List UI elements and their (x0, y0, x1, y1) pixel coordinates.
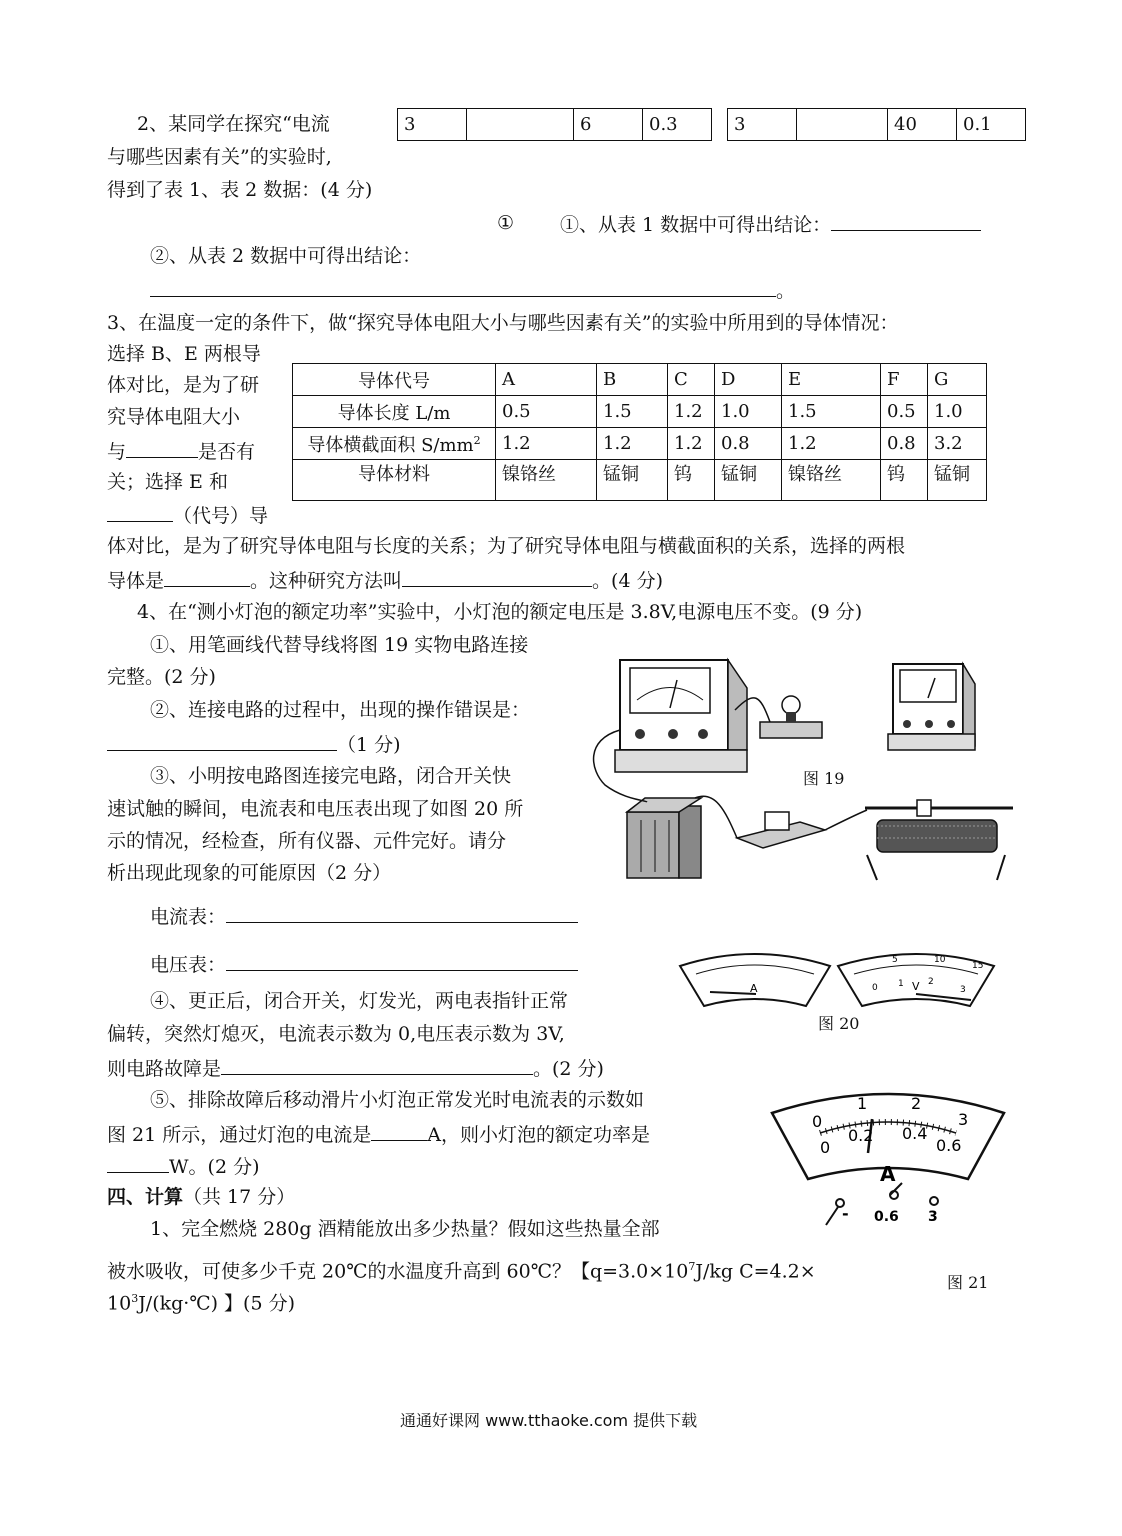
text: 电流表： (150, 906, 227, 928)
cell: 1.2 (668, 428, 715, 460)
period: 。 (776, 280, 796, 302)
table1-cell: 3 (398, 109, 467, 141)
cell: 0.5 (496, 396, 597, 428)
answer-blank[interactable] (221, 1056, 533, 1075)
table2-cell (797, 109, 888, 141)
q4-p3c: 示的情况，经检查，所有仪器、元件完好。请分 (107, 830, 507, 852)
voltmeter-dial (838, 954, 994, 1006)
ammeter-unit: A (750, 982, 758, 995)
calc-q1-line3 (107, 1288, 295, 1314)
answer-blank[interactable] (164, 568, 250, 587)
text: 图 21 所示，通过灯泡的电流是 (107, 1124, 372, 1146)
table-row (293, 364, 987, 396)
superscript: 7 (688, 1260, 696, 1273)
answer-blank[interactable] (371, 1122, 427, 1141)
voltmeter-unit: V (912, 980, 920, 993)
answer-blank[interactable] (107, 732, 337, 751)
cell: 1.2 (597, 428, 668, 460)
unit-label: A (880, 1162, 896, 1186)
scale-label: 0.2 (848, 1126, 874, 1145)
cell: 1.2 (668, 396, 715, 428)
header-cell: C (668, 364, 715, 396)
header-cell: D (715, 364, 782, 396)
scale-label: 3 (958, 1110, 969, 1129)
row-label (293, 428, 496, 460)
table-row (293, 396, 987, 428)
cell: 1.5 (597, 396, 668, 428)
text: W。(2 分) (169, 1156, 260, 1178)
answer-blank[interactable] (107, 1154, 169, 1173)
table-1 (397, 108, 712, 141)
ammeter-dial (680, 954, 830, 1006)
wire (825, 810, 867, 830)
scale-label: 0.4 (902, 1124, 928, 1143)
figure-20-meters (676, 948, 1006, 1008)
footer-text: 通通好课网 www.tthaoke.com 提供下载 (400, 1411, 698, 1430)
table-row (293, 428, 987, 460)
cell: 0.8 (715, 428, 782, 460)
cell: 0.8 (881, 428, 928, 460)
header-cell: 导体代号 (293, 364, 496, 396)
section-4-heading (107, 1186, 295, 1208)
answer-blank[interactable] (107, 503, 173, 522)
row-label: 导体材料 (293, 460, 496, 501)
q3-side6 (107, 503, 268, 527)
scale-label: 0.6 (936, 1136, 962, 1155)
table1-cell (467, 109, 574, 141)
calc-q1-line2 (107, 1256, 816, 1282)
text: J/(kg·℃) 】(5 分) (138, 1292, 295, 1315)
scale-label: 0 (812, 1112, 823, 1131)
table-row (293, 460, 987, 501)
answer-blank[interactable] (150, 278, 776, 297)
volt-bottom-tick: 3 (960, 985, 966, 995)
figure-19-caption: 图 19 (803, 769, 845, 788)
cell: 1.2 (782, 428, 881, 460)
answer-blank[interactable] (831, 212, 981, 231)
scale-label: 2 (911, 1094, 922, 1113)
q3-side5: 关；选择 E 和 (107, 471, 228, 493)
q4-p1a: ①、用笔画线代替导线将图 19 实物电路连接 (150, 634, 529, 656)
terminal-label: - (842, 1204, 849, 1223)
q4-p1b: 完整。(2 分) (107, 666, 216, 688)
cell: 1.5 (782, 396, 881, 428)
table1-cell: 0.3 (643, 109, 712, 141)
table2-cell: 3 (728, 109, 797, 141)
figure-21-caption: 图 21 (947, 1273, 989, 1292)
header-cell: B (597, 364, 668, 396)
ammeter-answer (150, 904, 578, 928)
q3-line8 (107, 568, 663, 592)
text: 与 (107, 441, 127, 463)
header-cell: F (881, 364, 928, 396)
scale-label: 0 (820, 1138, 831, 1157)
text: （代号）导 (173, 505, 269, 527)
answer-blank[interactable] (126, 439, 198, 458)
volt-top-tick: 15 (972, 961, 984, 971)
volt-bottom-tick: 1 (898, 979, 904, 989)
text: J/kg C=4.2× (695, 1260, 816, 1283)
cell: 0.5 (881, 396, 928, 428)
table-2 (727, 108, 1026, 141)
q4-p5a: ⑤、排除故障后移动滑片小灯泡正常发光时电流表的示数如 (150, 1089, 645, 1111)
q3-side3: 究导体电阻大小 (107, 406, 241, 428)
text: 导体是 (107, 570, 165, 592)
cell: 镍铬丝 (782, 460, 881, 501)
battery-icon (627, 798, 701, 878)
q2-conclusion2-line (150, 278, 795, 302)
cell: 锰铜 (597, 460, 668, 501)
text: 10 (107, 1292, 132, 1315)
light-bulb-icon (760, 696, 822, 738)
voltmeter-device (888, 664, 975, 750)
q4-p3a: ③、小明按电路图连接完电路，闭合开关快 (150, 765, 512, 787)
scale-label: 1 (857, 1094, 868, 1113)
q4-intro: 4、在“测小灯泡的额定功率”实验中，小灯泡的额定电压是 3.8V,电源电压不变。(9 分) (137, 601, 863, 623)
ammeter-device (615, 660, 747, 772)
header-cell: A (496, 364, 597, 396)
q4-p2b (107, 732, 401, 756)
conductor-table (292, 363, 987, 501)
table2-cell: 0.1 (957, 109, 1026, 141)
row-label: 导体长度 L/m (293, 396, 496, 428)
volt-bottom-tick: 2 (928, 977, 934, 987)
q3-side2: 体对比，是为了研 (107, 374, 260, 396)
q2-line3: 得到了表 1、表 2 数据：(4 分) (107, 179, 373, 201)
cell: 锰铜 (928, 460, 987, 501)
text: 电压表： (150, 954, 227, 976)
text: 。这种研究方法叫 (250, 570, 403, 592)
cell: 1.0 (715, 396, 782, 428)
q4-p2a: ②、连接电路的过程中，出现的操作错误是： (150, 699, 531, 721)
figure-20-caption: 图 20 (818, 1014, 860, 1033)
cell: 钨 (668, 460, 715, 501)
q4-p4b: 偏转，突然灯熄灭，电流表示数为 0,电压表示数为 3V, (107, 1023, 565, 1045)
q4-p3b: 速试触的瞬间，电流表和电压表出现了如图 20 所 (107, 798, 524, 820)
cell: 锰铜 (715, 460, 782, 501)
answer-blank[interactable] (226, 952, 578, 971)
cell: 钨 (881, 460, 928, 501)
text: （共 17 分） (183, 1186, 296, 1208)
q4-p5b (107, 1122, 650, 1146)
cell: 1.2 (496, 428, 597, 460)
circle-marker: ① (497, 212, 515, 234)
calc-q1-line1: 1、完全燃烧 280g 酒精能放出多少热量？假如这些热量全部 (150, 1218, 660, 1240)
terminal-label: 3 (928, 1209, 938, 1225)
cell: 3.2 (928, 428, 987, 460)
q4-p4a: ④、更正后，闭合开关，灯发光，两电表指针正常 (150, 990, 569, 1012)
volt-bottom-tick: 0 (872, 983, 878, 993)
rheostat-icon (865, 800, 1013, 880)
header-cell: E (782, 364, 881, 396)
text: 被水吸收，可使多少千克 20℃的水温度升高到 60℃？【q=3.0×10 (107, 1260, 689, 1283)
text: 。(4 分) (592, 570, 663, 592)
q2-conclusion1 (560, 212, 981, 236)
figure-21-ammeter (768, 1085, 1008, 1235)
q2-conclusion2: ②、从表 2 数据中可得出结论： (150, 245, 422, 267)
text: （1 分) (337, 734, 401, 756)
q2-line1: 2、某同学在探究“电流 (137, 113, 330, 135)
q3-intro: 3、在温度一定的条件下，做“探究导体电阻大小与哪些因素有关”的实验中所用到的导体情况： (107, 312, 899, 334)
section-title: 四、计算 (107, 1186, 184, 1208)
q3-line7: 体对比，是为了研究导体电阻与长度的关系；为了研究导体电阻与横截面积的关系，选择的两根 (107, 535, 906, 557)
volt-top-tick: 10 (934, 955, 946, 965)
volt-top-tick: 5 (892, 955, 898, 965)
answer-blank[interactable] (226, 904, 578, 923)
text: 则电路故障是 (107, 1058, 222, 1080)
cell: 镍铬丝 (496, 460, 597, 501)
q4-p5c (107, 1154, 259, 1178)
cell: 1.0 (928, 396, 987, 428)
q2-line2: 与哪些因素有关”的实验时, (107, 146, 332, 168)
superscript: 3 (131, 1292, 139, 1305)
text: A，则小灯泡的额定功率是 (427, 1124, 650, 1146)
text: 是否有 (198, 441, 256, 463)
header-cell: G (928, 364, 987, 396)
voltmeter-answer (150, 952, 578, 976)
switch-icon (737, 812, 825, 848)
text: 。(2 分) (533, 1058, 604, 1080)
table2-cell: 40 (888, 109, 957, 141)
answer-blank[interactable] (402, 568, 592, 587)
q3-side4 (107, 439, 255, 463)
superscript: 2 (473, 433, 481, 447)
terminal-posts (826, 1183, 938, 1225)
q4-p4c (107, 1056, 604, 1080)
q2-conclusion1-label: ①、从表 1 数据中可得出结论： (560, 214, 832, 236)
table1-cell: 6 (574, 109, 643, 141)
terminal-label: 0.6 (874, 1209, 899, 1225)
q4-p3d: 析出现此现象的可能原因（2 分） (107, 862, 392, 884)
q3-side1: 选择 B、E 两根导 (107, 343, 261, 365)
text: 导体横截面积 S/mm (307, 434, 474, 456)
